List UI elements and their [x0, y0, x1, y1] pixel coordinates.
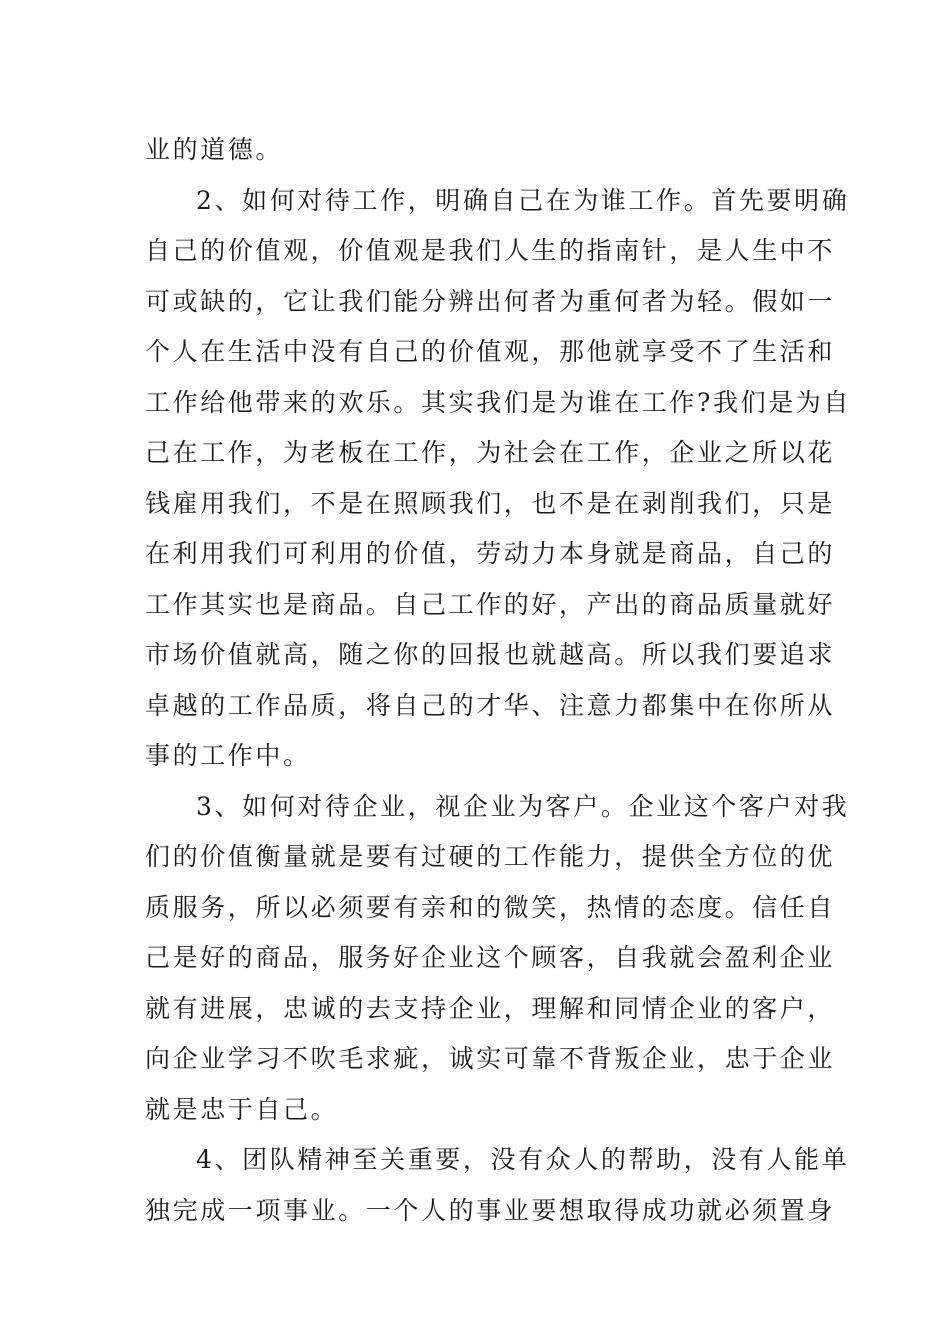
text-line: 钱雇用我们，不是在照顾我们，也不是在剥削我们，只是	[145, 489, 836, 518]
text-line: 在利用我们可利用的价值，劳动力本身就是商品，自己的	[145, 539, 836, 568]
text-line: 质服务，所以必须要有亲和的微笑，热情的态度。信任自	[145, 893, 836, 922]
text-line: 个人在生活中没有自己的价值观，那他就享受不了生活和	[145, 337, 836, 366]
text-line: 独完成一项事业。一个人的事业要想取得成功就必须置身	[145, 1196, 836, 1225]
text-line: 己是好的商品，服务好企业这个顾客，自我就会盈利企业	[145, 943, 836, 972]
paragraph-4-start: 4、团队精神至关重要，没有众人的帮助，没有人能单	[196, 1145, 850, 1174]
text-line: 可或缺的，它让我们能分辨出何者为重何者为轻。假如一	[145, 287, 836, 316]
text-line: 市场价值就高，随之你的回报也就越高。所以我们要追求	[145, 640, 836, 669]
text-line: 卓越的工作品质，将自己的才华、注意力都集中在你所从	[145, 691, 836, 720]
text-line: 工作其实也是商品。自己工作的好，产出的商品质量就好	[145, 590, 836, 619]
text-line: 就有进展，忠诚的去支持企业，理解和同情企业的客户，	[145, 994, 836, 1023]
text-line: 事的工作中。	[145, 741, 311, 770]
text-line: 自己的价值观，价值观是我们人生的指南针，是人生中不	[145, 236, 836, 265]
text-line: 就是忠于自己。	[145, 1095, 339, 1124]
text-line: 业的道德。	[145, 135, 284, 164]
paragraph-2-start: 2、如何对待工作，明确自己在为谁工作。首先要明确	[196, 186, 850, 215]
text-line: 们的价值衡量就是要有过硬的工作能力，提供全方位的优	[145, 842, 836, 871]
paragraph-3-start: 3、如何对待企业，视企业为客户。企业这个客户对我	[196, 792, 850, 821]
text-line: 己在工作，为老板在工作，为社会在工作，企业之所以花	[145, 438, 836, 467]
text-line: 工作给他带来的欢乐。其实我们是为谁在工作?我们是为自	[145, 388, 852, 417]
text-line: 向企业学习不吹毛求疵，诚实可靠不背叛企业，忠于企业	[145, 1044, 836, 1073]
